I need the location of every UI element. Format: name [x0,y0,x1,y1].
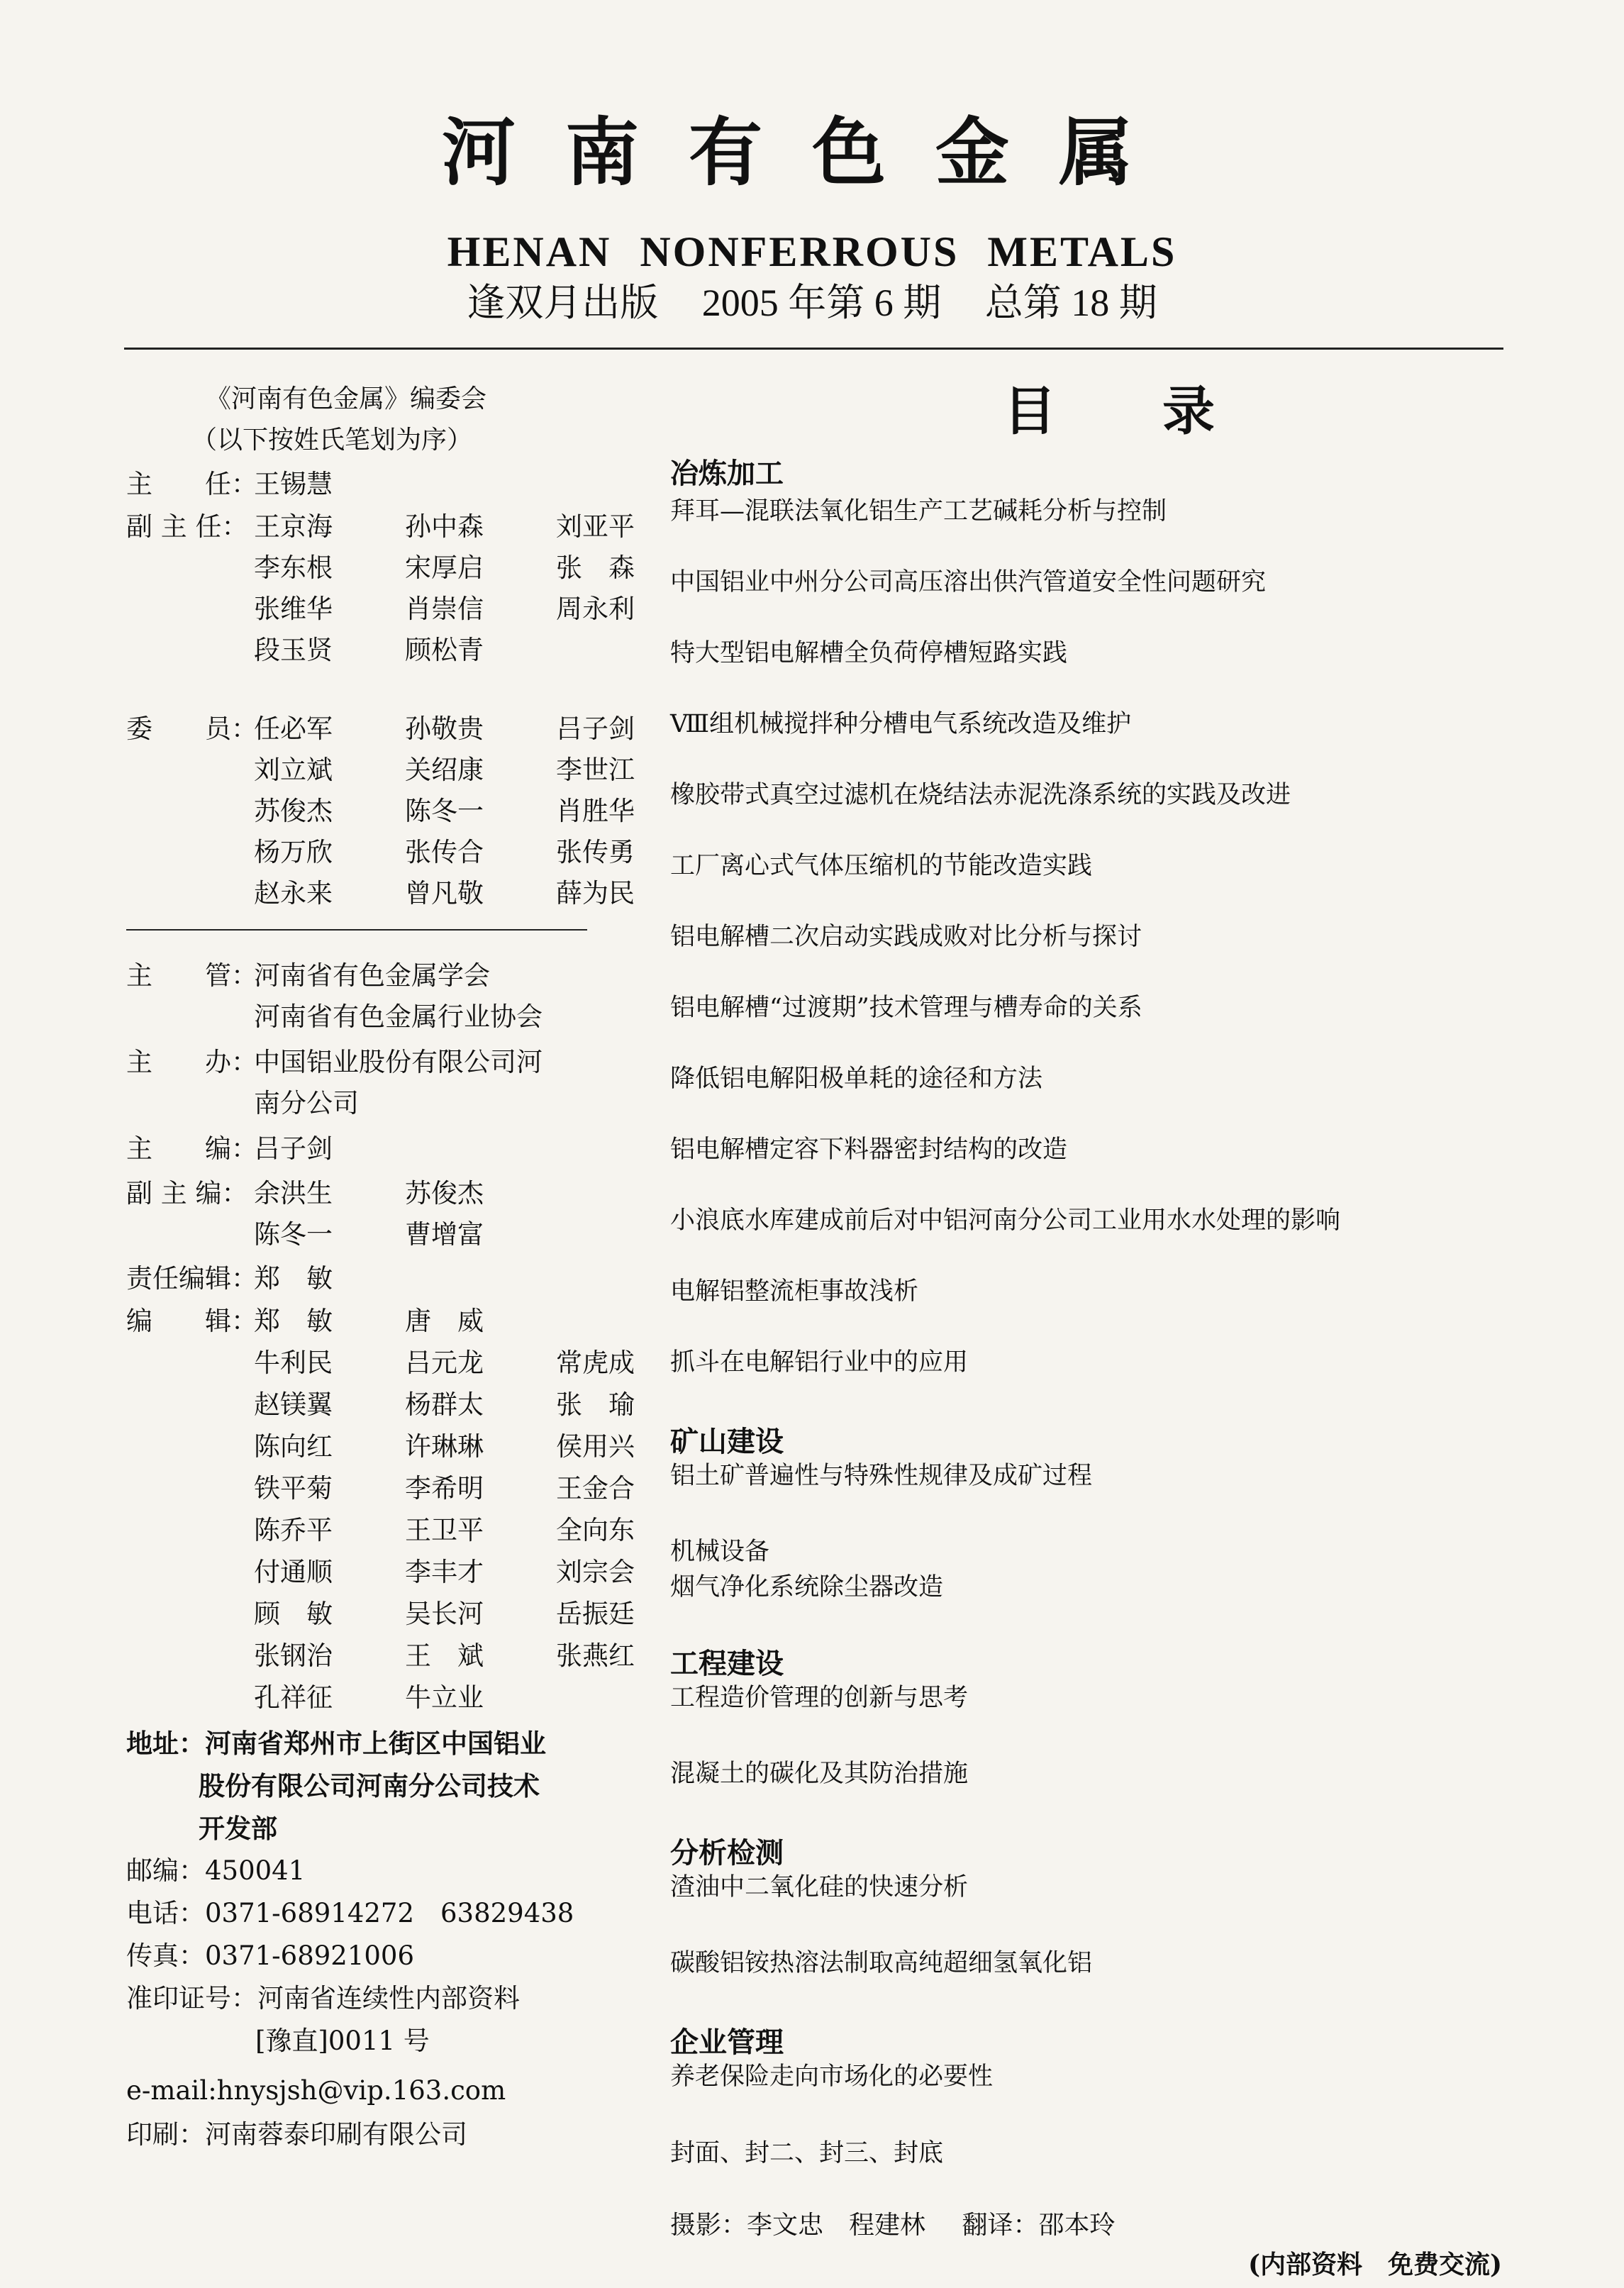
article-title: 封面、封二、封三、封底 [670,2139,944,2167]
resp-editor-label: 责任编辑： [126,1263,257,1294]
deputy-label: 副 主 编： [126,1178,248,1209]
person-name: 刘立斌 [254,755,333,785]
address-line-2: 股份有限公司河南分公司技术 [199,1770,540,1801]
board-title: 《河南有色金属》编委会 [206,384,487,413]
person-name: 刘宗会 [556,1557,635,1587]
article-title: 电解铝整流柜事故浅析 [670,1277,919,1306]
person-name: 付通顺 [254,1557,333,1587]
article-title: 铝电解槽定容下料器密封结构的改造 [670,1135,1068,1164]
person-name: 刘亚平 [556,511,635,542]
supervisor-label: 主 管： [126,960,257,991]
director-name: 王锡慧 [254,469,333,499]
issue-number: 2005 年第 6 期 [701,282,942,324]
photographer: 摄影：李文忠 程建林 [670,2211,926,2240]
section-heading: 矿山建设 [670,1426,784,1458]
person-name: 关绍康 [405,755,484,785]
permit-line-2: [豫直]0011 号 [255,2026,430,2056]
chief-name: 吕子剑 [254,1133,333,1164]
person-name: 陈向红 [254,1431,333,1462]
person-name: 杨万欣 [254,837,333,867]
article-title: 中国铝业中州分公司高压溶出供汽管道安全性问题研究 [670,568,1267,596]
article-title: 渣油中二氧化硅的快速分析 [670,1873,969,1901]
article-title: 抓斗在电解铝行业中的应用 [670,1348,969,1377]
person-name: 唐 威 [405,1306,484,1336]
article-title: 小浪底水库建成前后对中铝河南分公司工业用水水处理的影响 [670,1206,1341,1235]
person-name: 全向东 [556,1515,635,1545]
person-name: 周永利 [556,594,635,624]
article-title: 拜耳—混联法氧化铝生产工艺碱耗分析与控制 [670,497,1167,526]
person-name: 李丰才 [405,1557,484,1587]
person-name: 王金合 [556,1473,635,1504]
person-name: 李东根 [254,552,333,583]
person-name: 苏俊杰 [254,796,333,826]
top-rule [124,348,1503,350]
editors-label: 编 辑： [126,1306,257,1336]
members-label: 委 员： [126,713,257,744]
person-name: 吕子剑 [556,713,635,744]
footnote: (内部资料 免费交流) [1248,2250,1503,2279]
email: e-mail:hnysjsh@vip.163.com [126,2075,506,2106]
article-title: 降低铝电解阳极单耗的途径和方法 [670,1065,1043,1093]
person-name: 曹增富 [405,1219,484,1250]
article-title: 铝电解槽“过渡期”技术管理与槽寿命的关系 [670,994,1142,1022]
printer: 印刷：河南蓉泰印刷有限公司 [126,2119,467,2150]
person-name: 孙中森 [405,511,484,542]
person-name: 顾松青 [405,635,484,665]
section-heading: 冶炼加工 [670,457,784,490]
article-title: 工程造价管理的创新与思考 [670,1684,969,1712]
person-name: 薛为民 [556,878,635,909]
postcode: 邮编：450041 [126,1855,306,1886]
translator: 翻译：邵本玲 [962,2211,1116,2240]
person-name: 张 森 [556,552,635,583]
person-name: 余洪生 [254,1178,333,1209]
person-name: 赵镁翼 [254,1389,333,1420]
article-title: 烟气净化系统除尘器改造 [670,1573,944,1601]
person-name: 铁平菊 [254,1473,333,1504]
person-name: 陈冬一 [254,1219,333,1250]
board-note: （以下按姓氏笔划为序） [191,426,473,455]
director-label: 主 任： [126,469,257,499]
person-name: 张钢治 [254,1640,333,1671]
person-name: 孔祥征 [254,1682,333,1713]
article-title: 混凝土的碳化及其防治措施 [670,1760,969,1788]
article-title: 碳酸铝铵热溶法制取高纯超细氢氧化铝 [670,1949,1093,1977]
person-name: 牛立业 [405,1682,484,1713]
article-title: 工厂离心式气体压缩机的节能改造实践 [670,852,1093,880]
person-name: 郑 敏 [254,1306,333,1336]
person-name: 张 瑜 [556,1389,635,1420]
person-name: 王 斌 [405,1640,484,1671]
section-heading: 分析检测 [670,1837,784,1870]
person-name: 李希明 [405,1473,484,1504]
person-name: 牛利民 [254,1348,333,1378]
person-name: 任必军 [254,713,333,744]
person-name: 吕元龙 [405,1348,484,1378]
person-name: 常虎成 [556,1348,635,1378]
person-name: 岳振廷 [556,1599,635,1629]
person-name: 王卫平 [405,1515,484,1545]
resp-editor-name: 郑 敏 [254,1263,333,1294]
vice-label: 副 主 任： [126,511,248,542]
person-name: 张燕红 [556,1640,635,1671]
article-title: Ⅷ组机械搅拌种分槽电气系统改造及维护 [670,710,1132,738]
section-subheading: 机械设备 [670,1538,770,1566]
article-title: 铝土矿普遍性与特殊性规律及成矿过程 [670,1462,1093,1490]
phone: 电话：0371-68914272 63829438 [126,1898,574,1928]
sponsor-2: 南分公司 [254,1088,359,1118]
toc-title: 目录 [1003,381,1321,442]
person-name: 苏俊杰 [405,1178,484,1209]
person-name: 陈冬一 [405,796,484,826]
person-name: 陈乔平 [254,1515,333,1545]
article-title: 铝电解槽二次启动实践成败对比分析与探讨 [670,923,1142,951]
supervisor-1: 河南省有色金属学会 [254,960,490,991]
sponsor-label: 主 办： [126,1047,257,1077]
supervisor-2: 河南省有色金属行业协会 [254,1001,543,1032]
journal-title-cn: 河南有色金属 [441,109,1182,196]
address-line-3: 开发部 [199,1813,277,1844]
journal-title-en: HENAN NONFERROUS METALS [447,228,1177,275]
person-name: 孙敬贵 [405,713,484,744]
person-name: 肖胜华 [556,796,635,826]
credits [670,2206,1143,2245]
person-name: 杨群太 [405,1389,484,1420]
total-issue: 总第 18 期 [984,282,1157,324]
person-name: 肖崇信 [405,594,484,624]
frequency: 逢双月出版 [467,282,659,324]
person-name: 张传合 [405,837,484,867]
left-rule [126,929,587,931]
person-name: 许琳琳 [405,1431,484,1462]
address-line-1: 地址：河南省郑州市上街区中国铝业 [126,1728,546,1759]
person-name: 侯用兴 [556,1431,635,1462]
person-name: 张维华 [254,594,333,624]
chief-label: 主 编： [126,1133,257,1164]
person-name: 段玉贤 [254,635,333,665]
person-name: 张传勇 [556,837,635,867]
person-name: 赵永来 [254,878,333,909]
person-name: 曾凡敬 [405,878,484,909]
section-heading: 企业管理 [670,2026,784,2059]
person-name: 王京海 [254,511,333,542]
person-name: 吴长河 [405,1599,484,1629]
article-title: 橡胶带式真空过滤机在烧结法赤泥洗涤系统的实践及改进 [670,781,1291,809]
issue-line [0,278,1624,328]
sponsor-1: 中国铝业股份有限公司河 [254,1047,543,1077]
person-name: 李世江 [556,755,635,785]
person-name: 宋厚启 [405,552,484,583]
person-name: 顾 敏 [254,1599,333,1629]
article-title: 养老保险走向市场化的必要性 [670,2062,994,2091]
section-heading: 工程建设 [670,1648,784,1680]
permit-line-1: 准印证号：河南省连续性内部资料 [126,1983,520,2014]
fax: 传真：0371-68921006 [126,1940,414,1971]
article-title: 特大型铝电解槽全负荷停槽短路实践 [670,639,1068,667]
